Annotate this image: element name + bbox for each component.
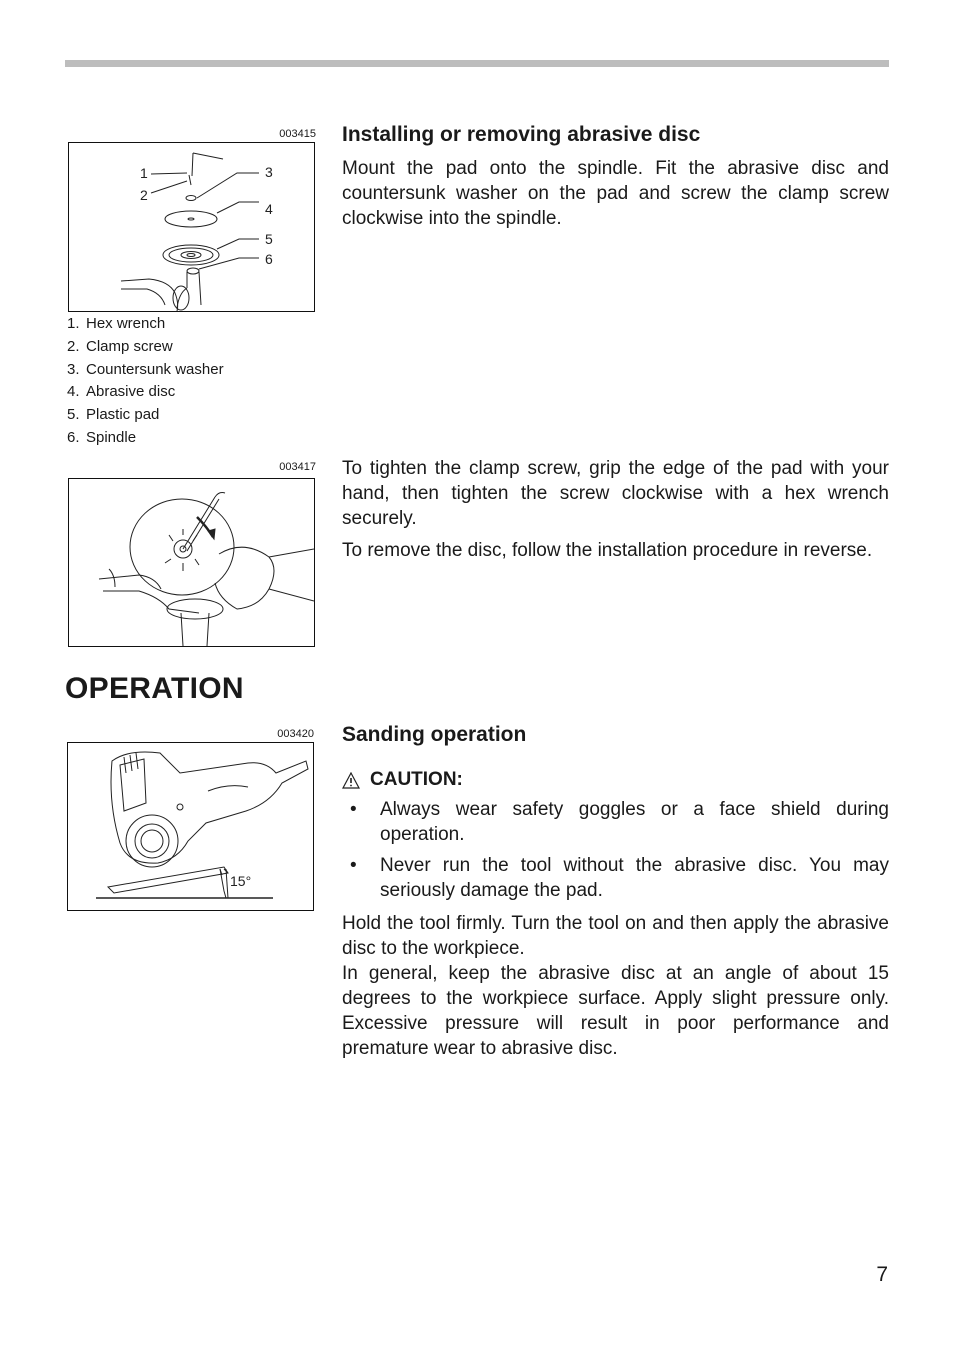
- pad-shape: [130, 499, 234, 595]
- spindle-shape: [187, 268, 199, 274]
- sanding-diagram: [68, 743, 313, 910]
- callout-5: 5: [265, 231, 273, 247]
- tool-head-shape: [126, 815, 178, 867]
- figure-tightening: [68, 478, 315, 647]
- clamp-screw: [189, 175, 191, 185]
- legend-item: 4. Abrasive disc: [67, 383, 176, 401]
- section-paragraph: Mount the pad onto the spindle. Fit the abrasive disc and countersunk washer on the pad and screw the clamp screw clockwise into the spindle.: [342, 158, 889, 229]
- legend-item: 3. Countersunk washer: [67, 360, 224, 378]
- caution-list: [342, 797, 889, 909]
- bullet-icon: •: [350, 799, 357, 820]
- caution-label: CAUTION:: [370, 769, 463, 790]
- section-heading-installing: Installing or removing abrasive disc: [342, 123, 701, 146]
- callout-2: 2: [140, 187, 148, 203]
- legend-item: 1. Hex wrench: [67, 315, 166, 332]
- figure-code: 003415: [279, 128, 316, 140]
- angle-label: 15°: [230, 873, 252, 889]
- callout-4: 4: [265, 201, 273, 217]
- figure-disc-assembly: [68, 142, 315, 312]
- abrasive-disc-shape: [108, 867, 228, 893]
- legend-item: 5. Plastic pad: [67, 406, 160, 424]
- figure-sanding: [67, 742, 314, 911]
- countersunk-washer: [186, 196, 196, 201]
- callout-1: 1: [140, 165, 148, 181]
- disc-assembly-diagram: [69, 143, 314, 311]
- tightening-diagram: [69, 479, 314, 646]
- callout-6: 6: [265, 251, 273, 267]
- warning-triangle-icon: [342, 772, 360, 789]
- figure-code: 003417: [279, 461, 316, 473]
- hand-shape: [215, 547, 274, 609]
- sanding-paragraph-2: In general, keep the abrasive disc at an angle of about 15 degrees to the workpiece surface. Apply slight pressure only. Excessive pressure will result in poor performance and premature wear to abrasive disc.: [342, 963, 889, 1059]
- tighten-paragraph: To tighten the clamp screw, grip the edge of the pad with your hand, then tighten the screw clockwise with a hex wrench securely.: [342, 458, 889, 529]
- legend-item: 6. Spindle: [67, 428, 137, 446]
- operation-title: OPERATION: [65, 672, 244, 705]
- tool-body-shape: [111, 752, 308, 863]
- list-item: • Always wear safety goggles or a face shield during operation.: [350, 799, 889, 845]
- section-heading-sanding: Sanding operation: [342, 723, 527, 746]
- header-rule: [65, 60, 889, 67]
- remove-paragraph: To remove the disc, follow the installation procedure in reverse.: [342, 540, 873, 561]
- hex-wrench-handle: [193, 153, 223, 159]
- caution-heading: [342, 769, 463, 791]
- hex-wrench-shape: [183, 497, 219, 551]
- legend-item: 2. Clamp screw: [67, 337, 173, 355]
- abrasive-disc-shape: [165, 211, 217, 227]
- hex-wrench-shaft: [192, 153, 193, 176]
- page-number: 7: [876, 1263, 888, 1286]
- figure-code: 003420: [277, 728, 314, 740]
- bullet-icon: •: [350, 855, 357, 876]
- sanding-paragraph-1: Hold the tool firmly. Turn the tool on and then apply the abrasive disc to the workpiece.: [342, 913, 889, 959]
- list-item: • Never run the tool without the abrasive disc. You may seriously damage the pad.: [350, 855, 889, 901]
- figure-legend: [67, 313, 224, 450]
- callout-3: 3: [265, 164, 273, 180]
